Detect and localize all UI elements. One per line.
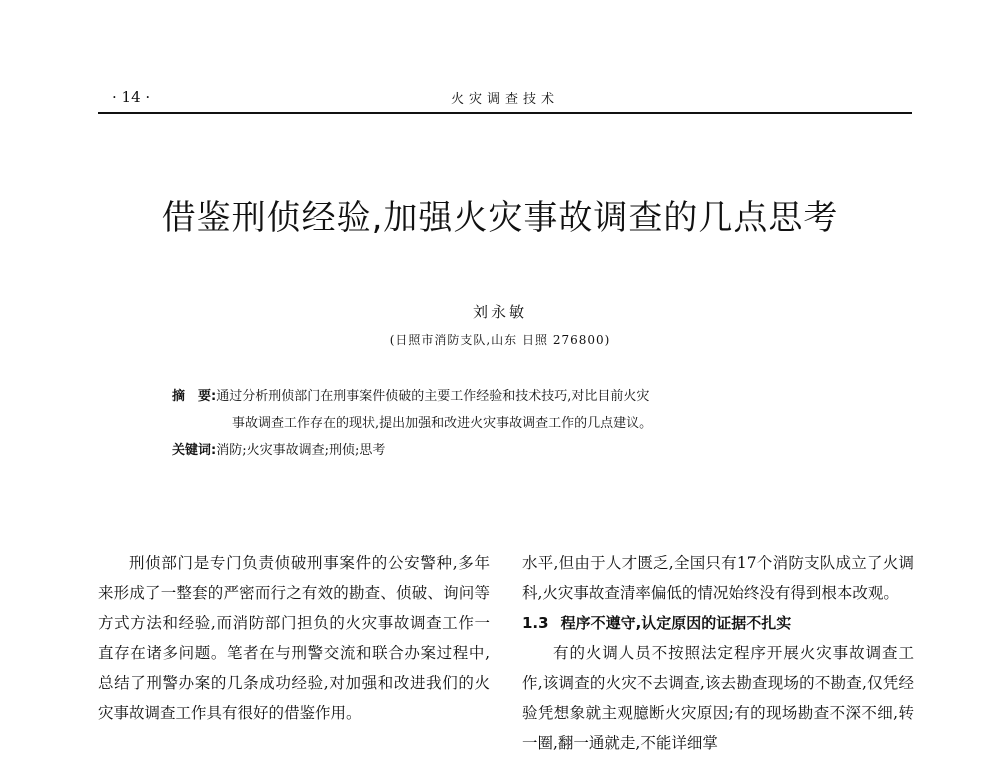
section-title: 程序不遵守,认定原因的证据不扎实 xyxy=(560,614,792,632)
keywords-line xyxy=(172,437,852,464)
keywords-label: 关键词: xyxy=(172,443,217,458)
abstract-text-1: 通过分析刑侦部门在刑事案件侦破的主要工作经验和技术技巧,对比目前火灾 xyxy=(216,389,650,404)
section-number: 1.3 xyxy=(522,614,549,632)
header-rule xyxy=(98,112,912,114)
abstract-text-2: 事故调查工作存在的现状,提出加强和改进火灾事故调查工作的几点建议。 xyxy=(232,416,653,431)
page-number: · 14 · xyxy=(112,88,151,106)
running-header xyxy=(98,84,912,110)
article-title: 借鉴刑侦经验,加强火灾事故调查的几点思考 xyxy=(161,198,839,238)
abstract-label: 摘 要: xyxy=(172,389,217,404)
body-paragraph-continued: 水平,但由于人才匮乏,全国只有17个消防支队成立了火调科,火灾事故查清率偏低的情况始终没有得到根本改观。 xyxy=(522,554,914,602)
keywords-text: 消防;火灾事故调查;刑侦;思考 xyxy=(216,443,386,458)
body-paragraph: 有的火调人员不按照法定程序开展火灾事故调查工作,该调查的火灾不去调查,该去勘查现场的不勘查,仅凭经验凭想象就主观臆断火灾原因;有的现场勘查不深不细,转一圈,翻一通就走,不能详细掌 xyxy=(522,644,914,752)
abstract-line xyxy=(172,383,852,410)
section-heading xyxy=(522,608,914,638)
body-paragraph: 刑侦部门是专门负责侦破刑事案件的公安警种,多年来形成了一整套的严密而行之有效的勘查、侦破、询问等方式方法和经验,而消防部门担负的火灾事故调查工作一直存在诸多问题。笔者在与刑警交流和联合办案过程中,总结了刑警办案的几条成功经验,对加强和改进我们的火灾事故调查工作具有很好的借鉴作用。 xyxy=(98,554,490,722)
body-column-left xyxy=(98,548,490,728)
body-column-right xyxy=(522,548,914,758)
author-name: 刘永敏 xyxy=(472,303,527,321)
journal-section-title: 火灾调查技术 xyxy=(450,92,559,107)
abstract-block xyxy=(172,383,852,464)
author-affiliation: (日照市消防支队,山东 日照 276800) xyxy=(389,333,611,347)
